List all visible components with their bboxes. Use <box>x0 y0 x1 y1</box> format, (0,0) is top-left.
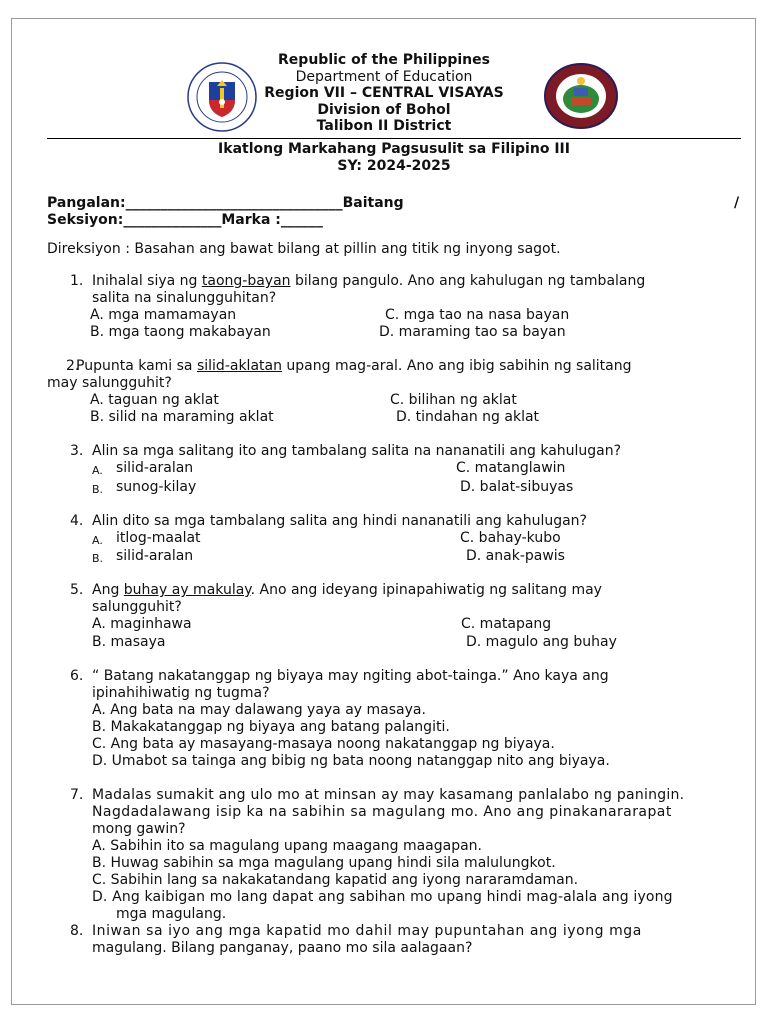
q5-post: . Ano ang ideyang ipinapahiwatig ng salitang may <box>250 582 602 598</box>
q6-number: 6. <box>70 668 84 684</box>
q6-text: “ Batang nakatanggap ng biyaya may ngiting abot-tainga.” Ano kaya ang <box>92 668 609 684</box>
score-label: Marka : <box>221 212 281 228</box>
q7-choice-a[interactable]: A. Sabihin ito sa magulang upang maagang maagapan. <box>92 838 483 854</box>
q3-text: Alin sa mga salitang ito ang tambalang salita na nananatili ang kahulugan? <box>92 443 622 459</box>
q1-choice-d[interactable]: D. maraming tao sa bayan <box>379 324 566 340</box>
division-line: Division of Bohol <box>317 101 451 118</box>
q4-number: 4. <box>70 513 84 529</box>
q5-choice-b[interactable]: B. masaya <box>92 634 166 650</box>
q2-text-line2: may salungguhit? <box>47 375 172 391</box>
q2-pre: Pupunta kami sa <box>76 358 197 374</box>
section-line[interactable]: ______________ <box>123 212 222 228</box>
q2-choice-d[interactable]: D. tindahan ng aklat <box>396 409 540 425</box>
q2-number: 2. <box>66 358 80 374</box>
q1-text <box>92 273 645 290</box>
score-line[interactable]: ______ <box>280 212 323 228</box>
exam-title: Ikatlong Markahang Pagsusulit sa Filipino III <box>218 141 570 157</box>
q3-choice-d[interactable]: D. balat-sibuyas <box>460 479 574 495</box>
slash: / <box>734 195 740 211</box>
q5-choice-a[interactable]: A. maginhawa <box>92 616 192 632</box>
q5-text <box>92 582 602 599</box>
name-line[interactable]: _______________________________ <box>125 195 343 211</box>
q5-choice-c[interactable]: C. matapang <box>461 616 552 632</box>
q5-text-line2: salungguhit? <box>92 599 182 615</box>
section-label: Seksiyon: <box>47 212 124 228</box>
q1-choice-b[interactable]: B. mga taong makabayan <box>90 324 271 340</box>
q2-choice-b[interactable]: B. silid na maraming aklat <box>90 409 274 425</box>
q7-text: Madalas sumakit ang ulo mo at minsan ay may kasamang panlalabo ng paningin. <box>92 787 685 803</box>
q1-number: 1. <box>70 273 84 289</box>
q7-text-line2: Nagdadalawang isip ka na sabihin sa magulang mo. Ano ang pinakanararapat <box>92 804 672 820</box>
q5-number: 5. <box>70 582 84 598</box>
q1-post: bilang pangulo. Ano ang kahulugan ng tambalang <box>290 273 646 289</box>
q7-text-line3: mong gawin? <box>92 821 186 837</box>
q5-pre: Ang <box>92 582 124 598</box>
q6-choice-d[interactable]: D. Umabot sa tainga ang bibig ng bata noong natanggap nito ang biyaya. <box>92 753 610 769</box>
q5-choice-d[interactable]: D. magulo ang buhay <box>466 634 617 650</box>
letterhead <box>0 52 768 135</box>
q4-choice-c[interactable]: C. bahay-kubo <box>460 530 561 546</box>
q5-underlined: buhay ay makulay <box>123 582 251 598</box>
q3-choice-b[interactable]: sunog-kilay <box>116 479 197 495</box>
q6-choice-a[interactable]: A. Ang bata na may dalawang yaya ay masaya. <box>92 702 426 718</box>
grade-label: Baitang <box>342 195 404 211</box>
country-line: Republic of the Philippines <box>278 52 490 68</box>
q7-choice-b[interactable]: B. Huwag sabihin sa mga magulang upang hindi sila malulungkot. <box>92 855 556 871</box>
q7-number: 7. <box>70 787 84 803</box>
q4-choice-d[interactable]: D. anak-pawis <box>466 548 565 564</box>
q4-letter-a: A. <box>92 534 103 547</box>
q4-text: Alin dito sa mga tambalang salita ang hindi nananatili ang kahulugan? <box>92 513 587 529</box>
q7-choice-d[interactable]: D. Ang kaibigan mo lang dapat ang sabihan mo upang hindi mag-alala ang iyong <box>92 889 673 905</box>
q2-post: upang mag-aral. Ano ang ibig sabihin ng salitang <box>281 358 632 374</box>
q7-choice-c[interactable]: C. Sabihin lang sa nakakatandang kapatid ang iyong nararamdaman. <box>92 872 579 888</box>
q6-choice-c[interactable]: C. Ang bata ay masayang-masaya noong nakatanggap ng biyaya. <box>92 736 555 752</box>
q2-underlined: silid-aklatan <box>196 358 282 374</box>
q8-text: Iniwan sa iyo ang mga kapatid mo dahil may pupuntahan ang iyong mga <box>92 923 642 939</box>
exam-titles <box>0 141 768 174</box>
q3-number: 3. <box>70 443 84 459</box>
q3-choice-c[interactable]: C. matanglawin <box>456 460 566 476</box>
q1-pre: Inihalal siya ng <box>92 273 202 289</box>
q3-letter-a: A. <box>92 464 103 477</box>
district-line: Talibon II District <box>316 118 452 134</box>
q1-underlined: taong-bayan <box>201 273 291 289</box>
q6-text-line2: ipinahihiwatig ng tugma? <box>92 685 270 701</box>
q1-choice-c[interactable]: C. mga tao na nasa bayan <box>385 307 570 323</box>
q3-letter-b: B. <box>92 483 104 496</box>
q1-text-line2: salita na sinalungguhitan? <box>92 290 277 306</box>
q8-text-line2: magulang. Bilang panganay, paano mo sila aalagaan? <box>92 940 473 956</box>
name-field[interactable] <box>47 195 404 212</box>
q1-choice-a[interactable]: A. mga mamamayan <box>90 307 237 323</box>
department-line: Department of Education <box>295 68 473 85</box>
q2-choice-a[interactable]: A. taguan ng aklat <box>90 392 219 408</box>
q4-choice-a[interactable]: itlog-maalat <box>116 530 201 546</box>
q6-choice-b[interactable]: B. Makakatanggap ng biyaya ang batang palangiti. <box>92 719 450 735</box>
name-label: Pangalan: <box>47 195 126 211</box>
q7-choice-d-line2: mga magulang. <box>116 906 227 922</box>
q8-number: 8. <box>70 923 84 939</box>
header-divider <box>47 138 741 139</box>
q3-choice-a[interactable]: silid-aralan <box>116 460 194 476</box>
school-year: SY: 2024-2025 <box>337 157 451 174</box>
q4-choice-b[interactable]: silid-aralan <box>116 548 194 564</box>
q4-letter-b: B. <box>92 552 104 565</box>
directions: Direksiyon : Basahan ang bawat bilang at pillin ang titik ng inyong sagot. <box>47 241 561 257</box>
q2-choice-c[interactable]: C. bilihan ng aklat <box>390 392 517 408</box>
section-field[interactable] <box>47 212 323 229</box>
region-line: Region VII – CENTRAL VISAYAS <box>264 85 504 101</box>
q2-text <box>76 358 632 375</box>
